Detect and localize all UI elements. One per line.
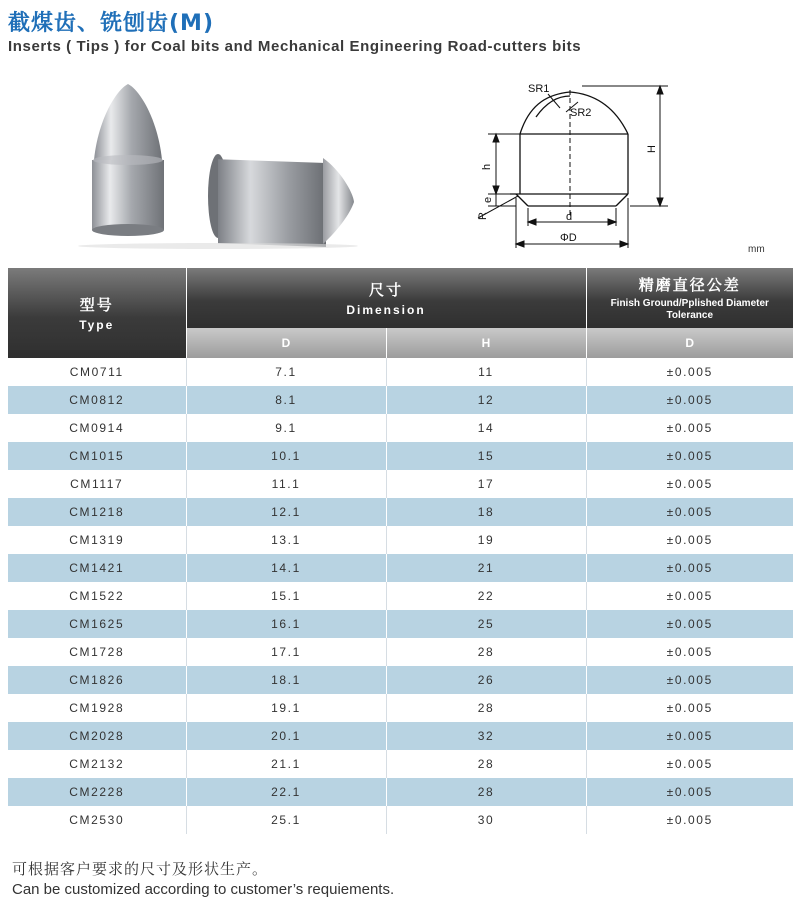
label-phi-d: ΦD: [560, 232, 577, 244]
table-row: [8, 386, 793, 414]
cell-type: CM1117: [8, 470, 186, 498]
sub-header-tol-d: D: [586, 328, 793, 358]
cell-d: 25.1: [186, 806, 386, 834]
footer-note-en: Can be customized according to customer’s requiements.: [12, 881, 395, 898]
table-row: [8, 722, 793, 750]
cell-d: 22.1: [186, 778, 386, 806]
cell-d: 16.1: [186, 610, 386, 638]
cell-d: 13.1: [186, 526, 386, 554]
cell-type: CM1319: [8, 526, 186, 554]
cell-d: 12.1: [186, 498, 386, 526]
cell-h: 17: [386, 470, 586, 498]
cell-type: CM2132: [8, 750, 186, 778]
cell-type: CM1928: [8, 694, 186, 722]
label-e: e: [482, 196, 494, 203]
unit-label: mm: [748, 244, 765, 255]
cell-tolerance: ±0.005: [586, 778, 793, 806]
cell-h: 19: [386, 526, 586, 554]
cell-type: CM1826: [8, 666, 186, 694]
table-row: [8, 582, 793, 610]
sub-header-h: H: [386, 328, 586, 358]
cell-type: CM2530: [8, 806, 186, 834]
label-sr2: SR2: [570, 107, 592, 119]
cell-h: 32: [386, 722, 586, 750]
table-row: [8, 638, 793, 666]
table-row: [8, 414, 793, 442]
cell-type: CM2028: [8, 722, 186, 750]
table-row: [8, 778, 793, 806]
cell-h: 26: [386, 666, 586, 694]
cell-h: 28: [386, 694, 586, 722]
cell-type: CM1522: [8, 582, 186, 610]
cell-tolerance: ±0.005: [586, 442, 793, 470]
cell-h: 28: [386, 778, 586, 806]
product-photo: [68, 80, 358, 250]
cell-tolerance: ±0.005: [586, 498, 793, 526]
label-d-small: d: [566, 211, 573, 223]
cell-d: 11.1: [186, 470, 386, 498]
cell-type: CM1625: [8, 610, 186, 638]
cell-h: 18: [386, 498, 586, 526]
cell-tolerance: ±0.005: [586, 722, 793, 750]
cell-d: 18.1: [186, 666, 386, 694]
table-row: [8, 358, 793, 386]
cell-d: 9.1: [186, 414, 386, 442]
page-subtitle: Inserts ( Tips ) for Coal bits and Mechanical Engineering Road-cutters bits: [8, 38, 582, 55]
table-row: [8, 666, 793, 694]
table-row: [8, 470, 793, 498]
cell-tolerance: ±0.005: [586, 526, 793, 554]
table-row: [8, 554, 793, 582]
cell-d: 15.1: [186, 582, 386, 610]
cell-tolerance: ±0.005: [586, 582, 793, 610]
cell-type: CM1728: [8, 638, 186, 666]
cell-type: CM0812: [8, 386, 186, 414]
cell-type: CM1218: [8, 498, 186, 526]
cell-type: CM1015: [8, 442, 186, 470]
cell-tolerance: ±0.005: [586, 358, 793, 386]
cell-h: 28: [386, 750, 586, 778]
col-tolerance-header: 精磨直径公差 Finish Ground/Pplished Diameter Tolerance: [586, 268, 793, 328]
table-row: [8, 750, 793, 778]
cell-tolerance: ±0.005: [586, 470, 793, 498]
cell-tolerance: ±0.005: [586, 750, 793, 778]
cell-d: 20.1: [186, 722, 386, 750]
insert-lying: [208, 154, 354, 247]
cell-d: 7.1: [186, 358, 386, 386]
table-row: [8, 526, 793, 554]
label-h-big: H: [646, 145, 658, 153]
label-r: R: [477, 212, 489, 220]
cell-tolerance: ±0.005: [586, 554, 793, 582]
cell-h: 28: [386, 638, 586, 666]
col-type-header: 型号 Type: [8, 268, 186, 358]
spec-table: [8, 268, 793, 834]
cell-type: CM2228: [8, 778, 186, 806]
technical-drawing: [470, 72, 685, 257]
cell-type: CM0711: [8, 358, 186, 386]
insert-upright: [92, 84, 164, 236]
cell-h: 14: [386, 414, 586, 442]
cell-type: CM0914: [8, 414, 186, 442]
sub-header-d: D: [186, 328, 386, 358]
cell-h: 30: [386, 806, 586, 834]
cell-tolerance: ±0.005: [586, 666, 793, 694]
cell-h: 25: [386, 610, 586, 638]
cell-d: 14.1: [186, 554, 386, 582]
table-row: [8, 498, 793, 526]
table-row: [8, 610, 793, 638]
cell-tolerance: ±0.005: [586, 638, 793, 666]
cell-d: 10.1: [186, 442, 386, 470]
label-sr1: SR1: [528, 83, 550, 95]
cell-d: 8.1: [186, 386, 386, 414]
cell-type: CM1421: [8, 554, 186, 582]
cell-d: 19.1: [186, 694, 386, 722]
cell-tolerance: ±0.005: [586, 386, 793, 414]
cell-tolerance: ±0.005: [586, 806, 793, 834]
cell-h: 11: [386, 358, 586, 386]
label-h-small: h: [481, 163, 493, 170]
page-title: 截煤齿、铣刨齿(M): [8, 11, 215, 36]
cell-d: 21.1: [186, 750, 386, 778]
table-row: [8, 806, 793, 834]
cell-tolerance: ±0.005: [586, 414, 793, 442]
cell-h: 21: [386, 554, 586, 582]
table-row: [8, 442, 793, 470]
cell-h: 22: [386, 582, 586, 610]
table-body: [8, 358, 793, 834]
table-row: [8, 694, 793, 722]
cell-d: 17.1: [186, 638, 386, 666]
col-dimension-header: 尺寸 Dimension: [186, 268, 586, 328]
cell-tolerance: ±0.005: [586, 694, 793, 722]
cell-h: 12: [386, 386, 586, 414]
footer-note-cn: 可根据客户要求的尺寸及形状生产。: [12, 860, 269, 878]
cell-h: 15: [386, 442, 586, 470]
cell-tolerance: ±0.005: [586, 610, 793, 638]
